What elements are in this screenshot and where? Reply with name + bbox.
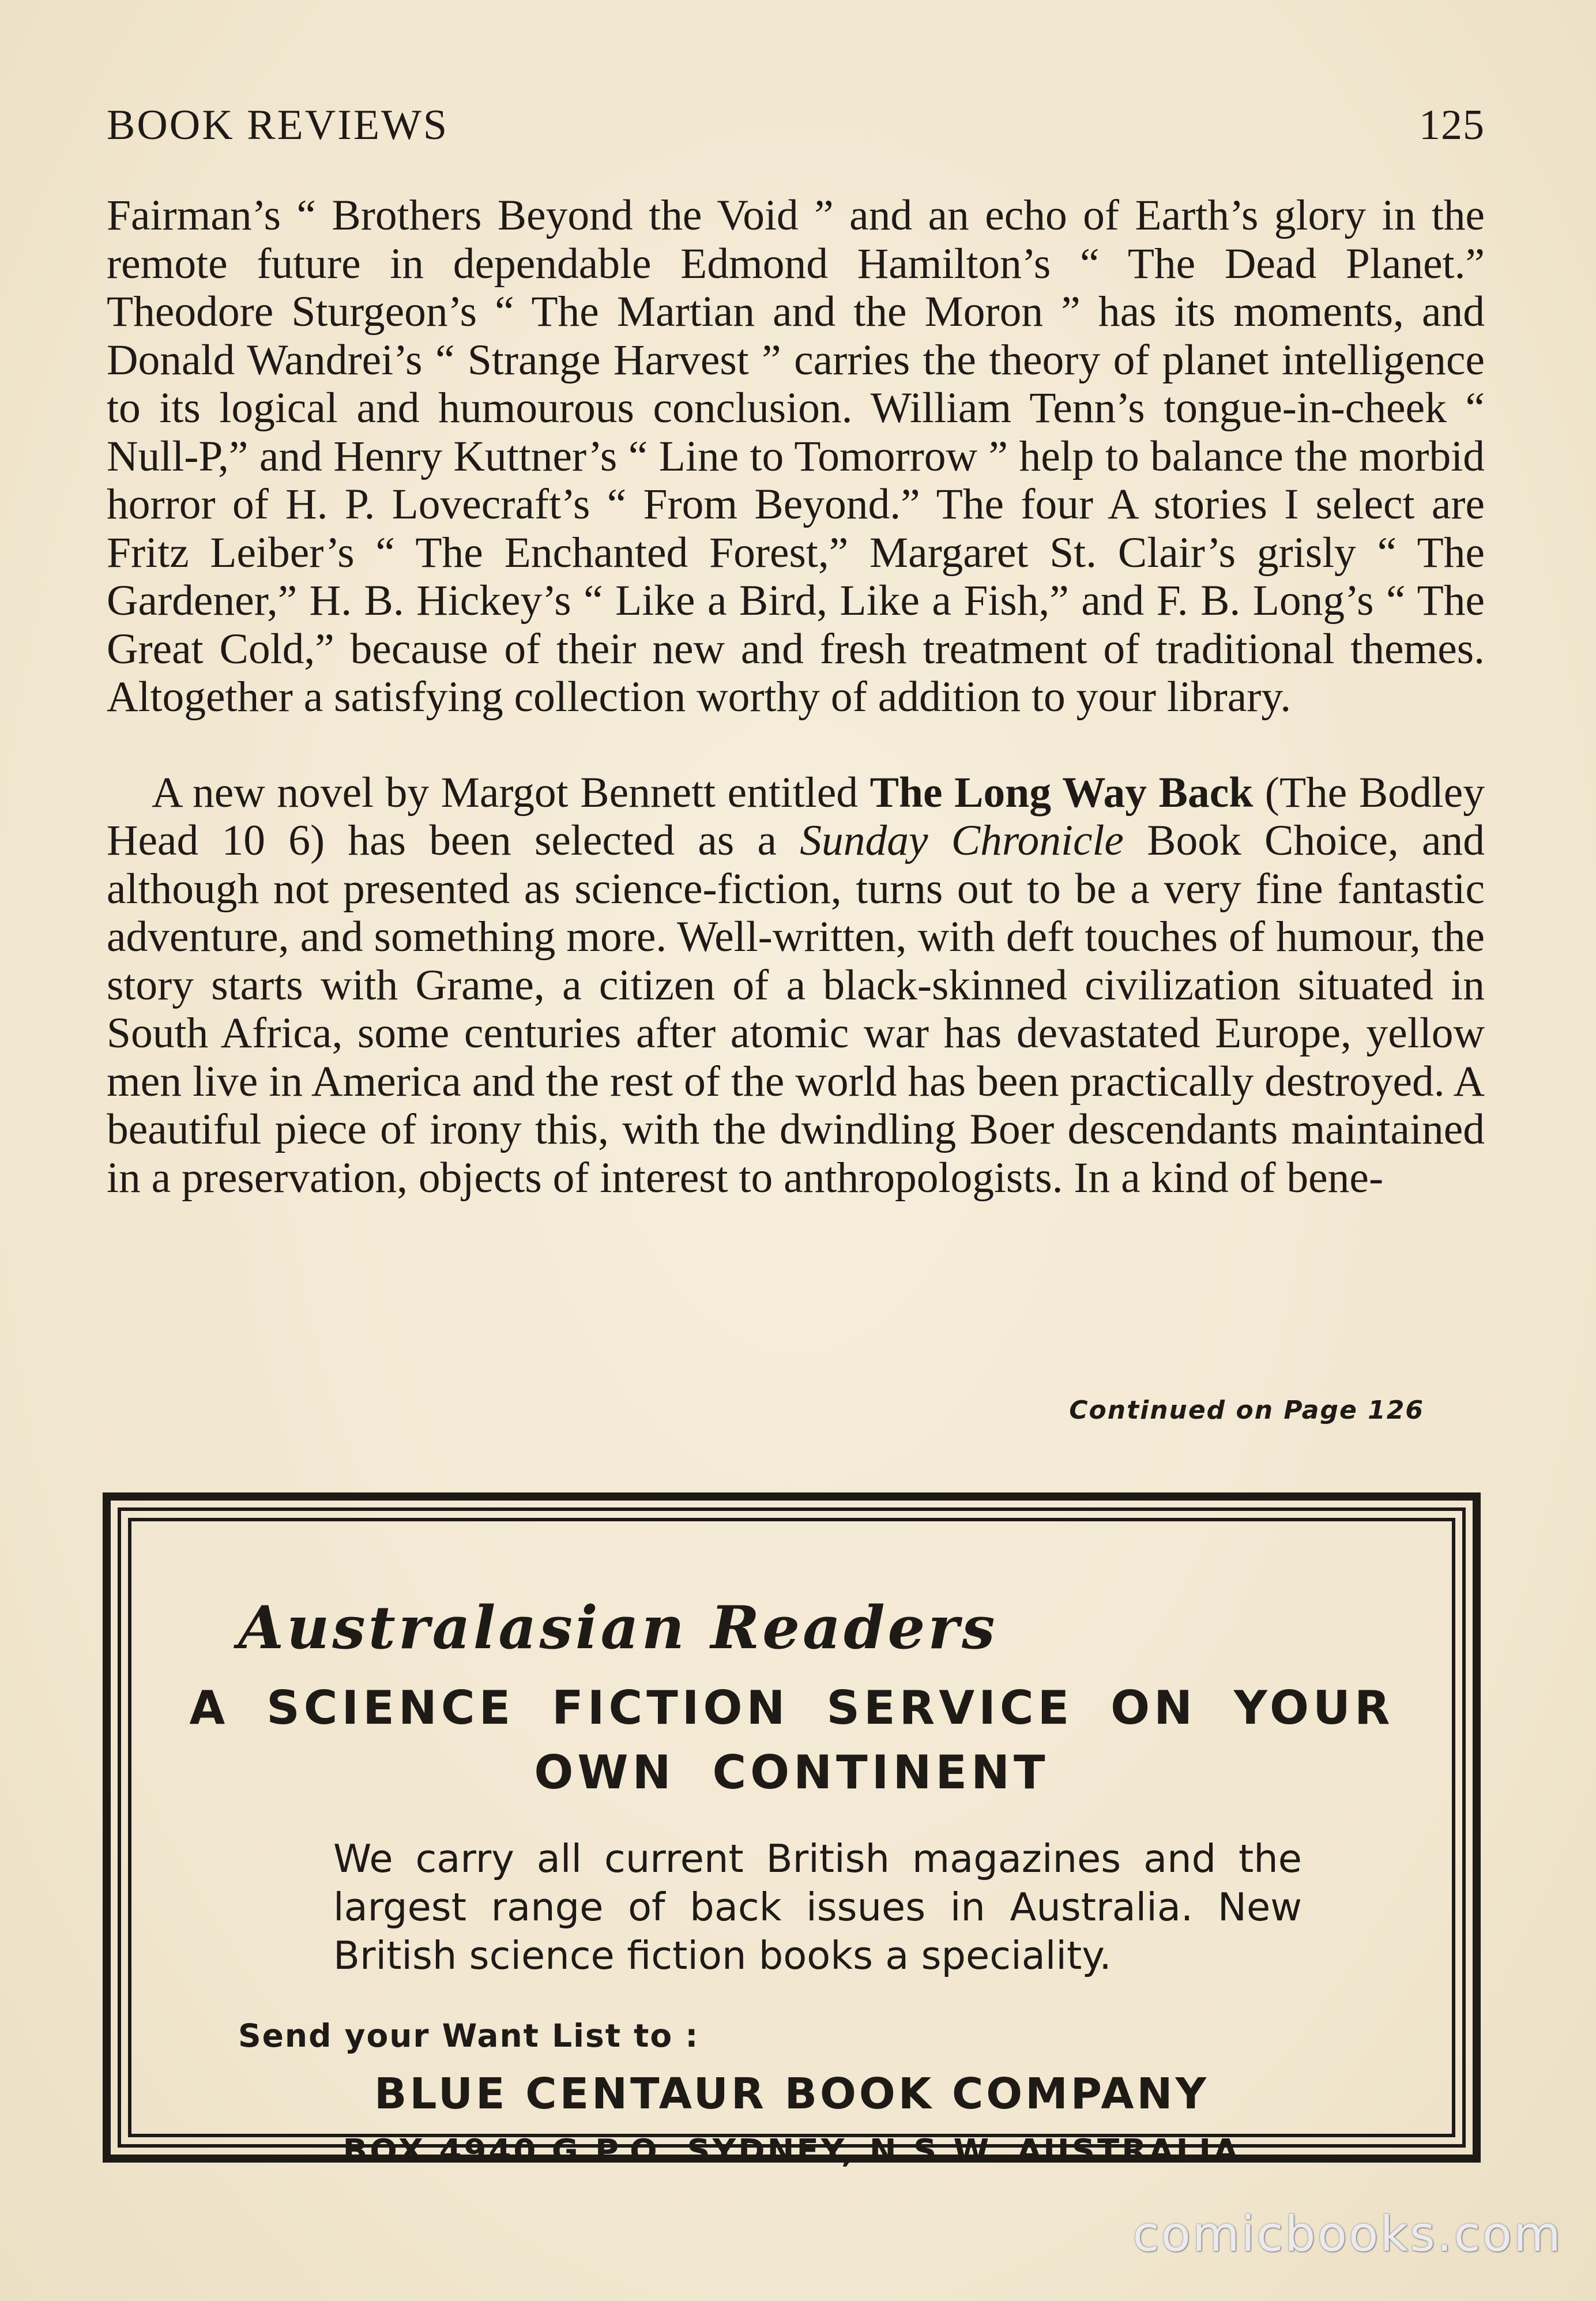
advertisement-box bbox=[103, 1492, 1481, 2170]
paragraph-2-rest: Book Choice, and although not presented as science-fiction, turns out to be a very fine fantastic adventure, and something more. Well-written, with deft touches of humour, the story starts with Grame, a citizen of a black-skinned civilization situated in South Africa, some centuries after atomic war has devastated Europe, yellow men live in America and the rest of the world has been practically destroyed. A beautiful piece of irony this, with the dwindling Boer descendants maintained in a preservation, objects of interest to anthropologists. In a kind of bene- bbox=[107, 817, 1485, 1202]
paragraph-2-publisher: (The Bodley Head 10 6) has been selected as a bbox=[107, 768, 1485, 864]
paragraph-2-intro: A new novel by Margot Bennett entitled bbox=[152, 768, 859, 817]
page-number: 125 bbox=[1419, 101, 1485, 149]
ad-headline bbox=[131, 1676, 1452, 1805]
ad-address: BOX 4940 G.P.O. SYDNEY, N.S.W. AUSTRALIA bbox=[342, 2133, 1241, 2170]
ad-headline-line-1: A SCIENCE FICTION SERVICE ON YOUR bbox=[189, 1681, 1394, 1735]
continued-note: Continued on Page 126 bbox=[1069, 1396, 1424, 1425]
advertisement-border bbox=[118, 1507, 1466, 2170]
review-body bbox=[107, 191, 1485, 1202]
ad-headline-line-2: OWN CONTINENT bbox=[534, 1746, 1049, 1799]
review-paragraph-2 bbox=[107, 769, 1485, 1202]
watermark: comicbooks.com bbox=[1132, 2206, 1563, 2262]
running-head: BOOK REVIEWS bbox=[107, 101, 449, 149]
ad-copy: We carry all current British magazines and the largest range of back issues in Australia. New British science fiction books a speciality. bbox=[333, 1836, 1302, 1978]
newspaper-name: Sunday Chronicle bbox=[800, 817, 1124, 864]
advertisement-panel bbox=[128, 1518, 1455, 2170]
book-title: The Long Way Back bbox=[869, 768, 1254, 817]
ad-title: Australasian Readers bbox=[238, 1593, 998, 1663]
ad-company-name: BLUE CENTAUR BOOK COMPANY bbox=[374, 2069, 1210, 2119]
page-header bbox=[107, 101, 1485, 153]
review-paragraph-1: Fairman’s “ Brothers Beyond the Void ” and an echo of Earth’s glory in the remote future in dependable Edmond Hamilton’s “ The Dead Planet.” Theodore Sturgeon’s “ The Martian and the Moron ” has its moments, and Donald Wandrei’s “ Strange Harvest ” carries the theory of planet intelligence to its logical and humourous conclusion. William Tenn’s tongue-in-cheek “ Null-P,” and Henry Kuttner’s “ Line to Tomorrow ” help to balance the morbid horror of H. P. Lovecraft’s “ From Beyond.” The four A stories I select are Fritz Leiber’s “ The Enchanted Forest,” Margaret St. Clair’s grisly “ The Gardener,” H. B. Hickey’s “ Like a Bird, Like a Fish,” and F. B. Long’s “ The Great Cold,” because of their new and fresh treatment of traditional themes. Altogether a satisfying collection worthy of addition to your library. bbox=[107, 191, 1485, 721]
ad-send-label: Send your Want List to : bbox=[238, 2017, 699, 2054]
